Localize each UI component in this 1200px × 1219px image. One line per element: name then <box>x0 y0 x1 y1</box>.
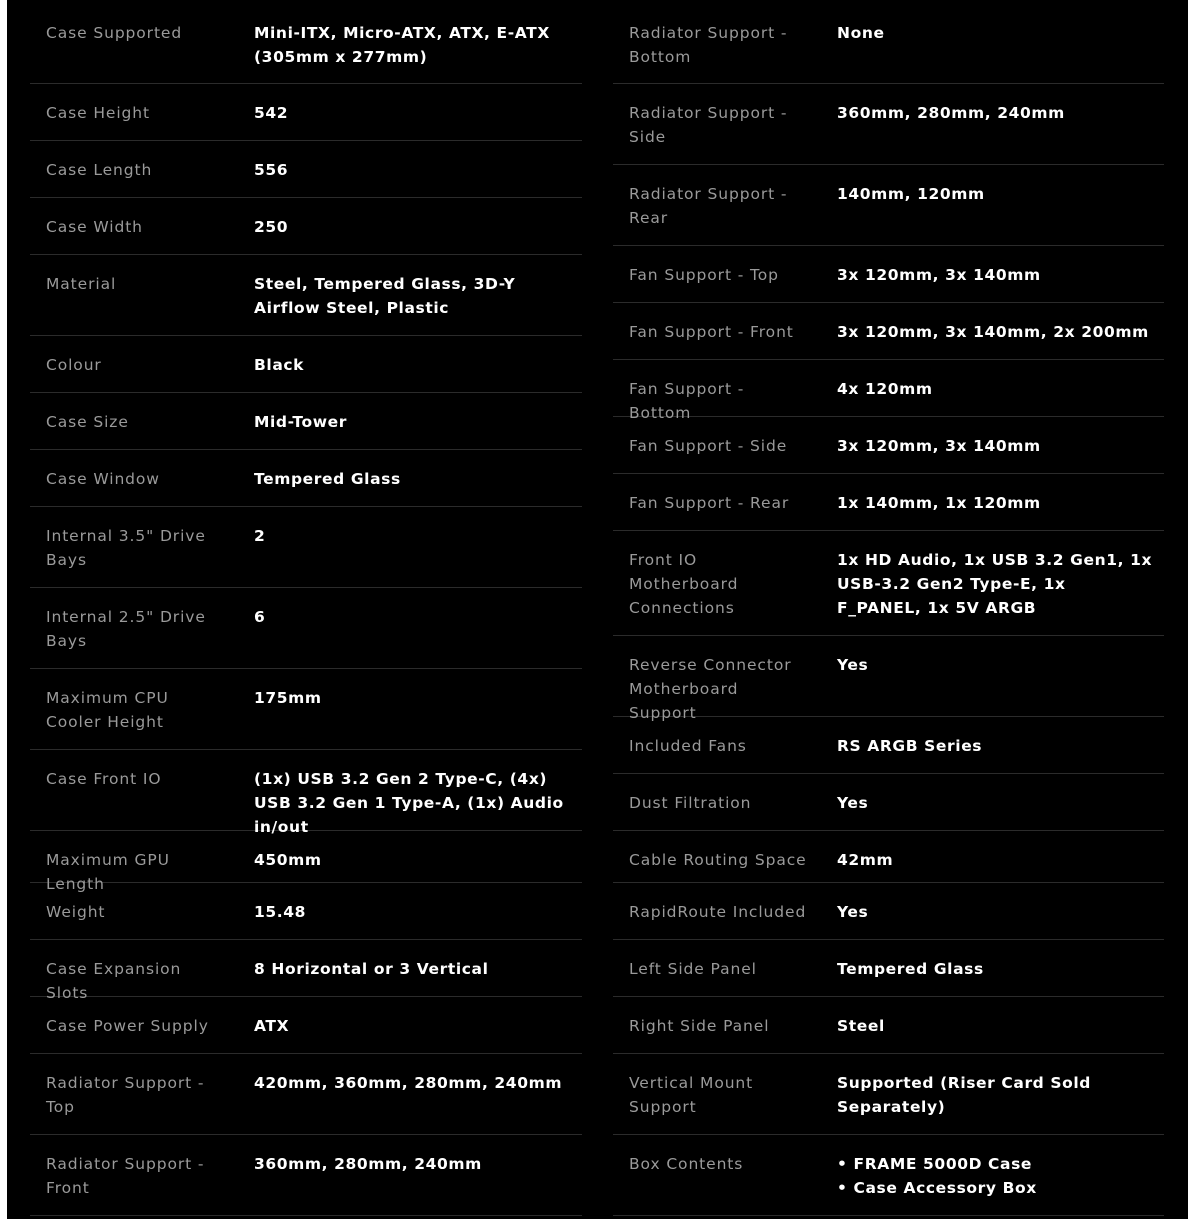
spec-label: Maximum CPU Cooler Height <box>46 689 169 731</box>
spec-value: 450mm <box>254 851 322 869</box>
box-contents-list <box>837 1152 1155 1200</box>
spec-label: Radiator Support - Front <box>46 1155 205 1197</box>
spec-label: Case Supported <box>46 24 183 42</box>
spec-label: Weight <box>46 903 106 921</box>
spec-value: 3x 120mm, 3x 140mm <box>837 266 1041 284</box>
spec-row-material <box>30 255 582 336</box>
spec-value: RS ARGB Series <box>837 737 983 755</box>
spec-row-internal-3-5-drive-bays <box>30 507 582 588</box>
spec-value: (1x) USB 3.2 Gen 2 Type-C, (4x) USB 3.2 Gen 1 Type-A, (1x) Audio in/out <box>254 770 564 836</box>
spec-value: 42mm <box>837 851 894 869</box>
spec-label: Internal 2.5" Drive Bays <box>46 608 206 650</box>
spec-row-reverse-connector-motherboard-support <box>613 636 1164 722</box>
spec-row-case-power-supply <box>30 997 582 1054</box>
spec-value: 2 <box>254 527 266 545</box>
spec-row-case-width <box>30 198 582 255</box>
spec-label: Case Expansion Slots <box>46 960 182 1002</box>
spec-label: Right Side Panel <box>629 1017 770 1035</box>
spec-value: Yes <box>837 794 869 812</box>
spec-row-maximum-cpu-cooler-height <box>30 669 582 750</box>
spec-row-case-height <box>30 84 582 141</box>
spec-label: Reverse Connector Motherboard Support <box>629 656 792 722</box>
spec-value: 1x HD Audio, 1x USB 3.2 Gen1, 1x USB-3.2 Gen2 Type-E, 1x F_PANEL, 1x 5V ARGB <box>837 551 1153 617</box>
spec-label: Material <box>46 275 117 293</box>
spec-row-maximum-gpu-length <box>30 831 582 893</box>
spec-row-box-contents <box>613 1135 1164 1216</box>
spec-row-case-expansion-slots <box>30 940 582 1002</box>
spec-value: Tempered Glass <box>837 960 984 978</box>
box-contents-item: • FRAME 5000D Case <box>837 1152 1155 1176</box>
spec-label: Included Fans <box>629 737 747 755</box>
spec-label: Front IO Motherboard Connections <box>629 551 739 617</box>
spec-row-fan-support-top <box>613 246 1164 303</box>
spec-row-weight <box>30 883 582 940</box>
spec-row-fan-support-rear <box>613 474 1164 531</box>
spec-row-case-supported <box>30 4 582 84</box>
spec-row-radiator-support-rear <box>613 165 1164 246</box>
spec-row-case-length <box>30 141 582 198</box>
spec-value: 4x 120mm <box>837 380 933 398</box>
box-contents-item: • Case Accessory Box <box>837 1176 1155 1200</box>
spec-label: Case Window <box>46 470 160 488</box>
spec-label: Fan Support - Bottom <box>629 380 745 422</box>
spec-value: Supported (Riser Card Sold Separately) <box>837 1074 1091 1116</box>
spec-row-cable-routing-space <box>613 831 1164 883</box>
spec-value: 6 <box>254 608 266 626</box>
spec-value: 1x 140mm, 1x 120mm <box>837 494 1041 512</box>
spec-row-internal-2-5-drive-bays <box>30 588 582 669</box>
spec-row-fan-support-side <box>613 417 1164 474</box>
spec-row-radiator-support-front <box>30 1135 582 1216</box>
spec-value: 8 Horizontal or 3 Vertical <box>254 960 489 978</box>
spec-row-dust-filtration <box>613 774 1164 831</box>
spec-value: 3x 120mm, 3x 140mm <box>837 437 1041 455</box>
spec-value: 542 <box>254 104 289 122</box>
spec-row-fan-support-front <box>613 303 1164 360</box>
spec-row-radiator-support-bottom <box>613 4 1164 84</box>
spec-value: Steel <box>837 1017 885 1035</box>
specs-panel <box>7 0 1188 1219</box>
spec-value <box>837 1152 1155 1200</box>
spec-label: Case Height <box>46 104 150 122</box>
spec-label: Cable Routing Space <box>629 851 807 869</box>
spec-row-left-side-panel <box>613 940 1164 997</box>
spec-label: Box Contents <box>629 1155 744 1173</box>
spec-row-rapidroute-included <box>613 883 1164 940</box>
spec-row-case-window <box>30 450 582 507</box>
spec-label: Case Front IO <box>46 770 162 788</box>
spec-label: Maximum GPU Length <box>46 851 170 893</box>
spec-row-radiator-support-side <box>613 84 1164 165</box>
spec-label: Radiator Support - Bottom <box>629 24 788 66</box>
spec-label: Left Side Panel <box>629 960 757 978</box>
spec-label: Radiator Support - Top <box>46 1074 205 1116</box>
spec-value: 250 <box>254 218 289 236</box>
spec-value: 3x 120mm, 3x 140mm, 2x 200mm <box>837 323 1149 341</box>
spec-value: Mid-Tower <box>254 413 348 431</box>
spec-value: 420mm, 360mm, 280mm, 240mm <box>254 1074 563 1092</box>
spec-row-radiator-support-top <box>30 1054 582 1135</box>
spec-row-right-side-panel <box>613 997 1164 1054</box>
spec-label: Radiator Support - Side <box>629 104 788 146</box>
spec-value: Steel, Tempered Glass, 3D-Y Airflow Steel, Plastic <box>254 275 516 317</box>
spec-value: 140mm, 120mm <box>837 185 985 203</box>
spec-label: Case Width <box>46 218 143 236</box>
spec-label: Fan Support - Rear <box>629 494 790 512</box>
spec-label: Case Length <box>46 161 153 179</box>
spec-value: Tempered Glass <box>254 470 401 488</box>
spec-value: Black <box>254 356 305 374</box>
spec-label: Dust Filtration <box>629 794 752 812</box>
specs-table-left <box>30 4 582 1216</box>
spec-label: Fan Support - Front <box>629 323 794 341</box>
spec-label: Fan Support - Side <box>629 437 788 455</box>
spec-row-colour <box>30 336 582 393</box>
spec-value: Yes <box>837 656 869 674</box>
spec-label: RapidRoute Included <box>629 903 807 921</box>
spec-value: 360mm, 280mm, 240mm <box>837 104 1065 122</box>
spec-label: Internal 3.5" Drive Bays <box>46 527 206 569</box>
spec-row-fan-support-bottom <box>613 360 1164 422</box>
spec-label: Case Power Supply <box>46 1017 209 1035</box>
spec-value: 360mm, 280mm, 240mm <box>254 1155 482 1173</box>
spec-value: None <box>837 24 885 42</box>
spec-label: Vertical Mount Support <box>629 1074 754 1116</box>
spec-row-case-size <box>30 393 582 450</box>
spec-label: Case Size <box>46 413 129 431</box>
spec-value: Yes <box>837 903 869 921</box>
spec-value: Mini-ITX, Micro-ATX, ATX, E-ATX (305mm x 277mm) <box>254 24 550 66</box>
spec-row-included-fans <box>613 717 1164 774</box>
spec-value: 175mm <box>254 689 322 707</box>
spec-row-vertical-mount-support <box>613 1054 1164 1135</box>
spec-value: ATX <box>254 1017 290 1035</box>
spec-row-front-io-motherboard-connections <box>613 531 1164 636</box>
spec-label: Colour <box>46 356 102 374</box>
spec-value: 15.48 <box>254 903 307 921</box>
spec-label: Fan Support - Top <box>629 266 779 284</box>
spec-value: 556 <box>254 161 289 179</box>
spec-row-case-front-io <box>30 750 582 836</box>
specs-table-right <box>613 4 1164 1216</box>
spec-label: Radiator Support - Rear <box>629 185 788 227</box>
